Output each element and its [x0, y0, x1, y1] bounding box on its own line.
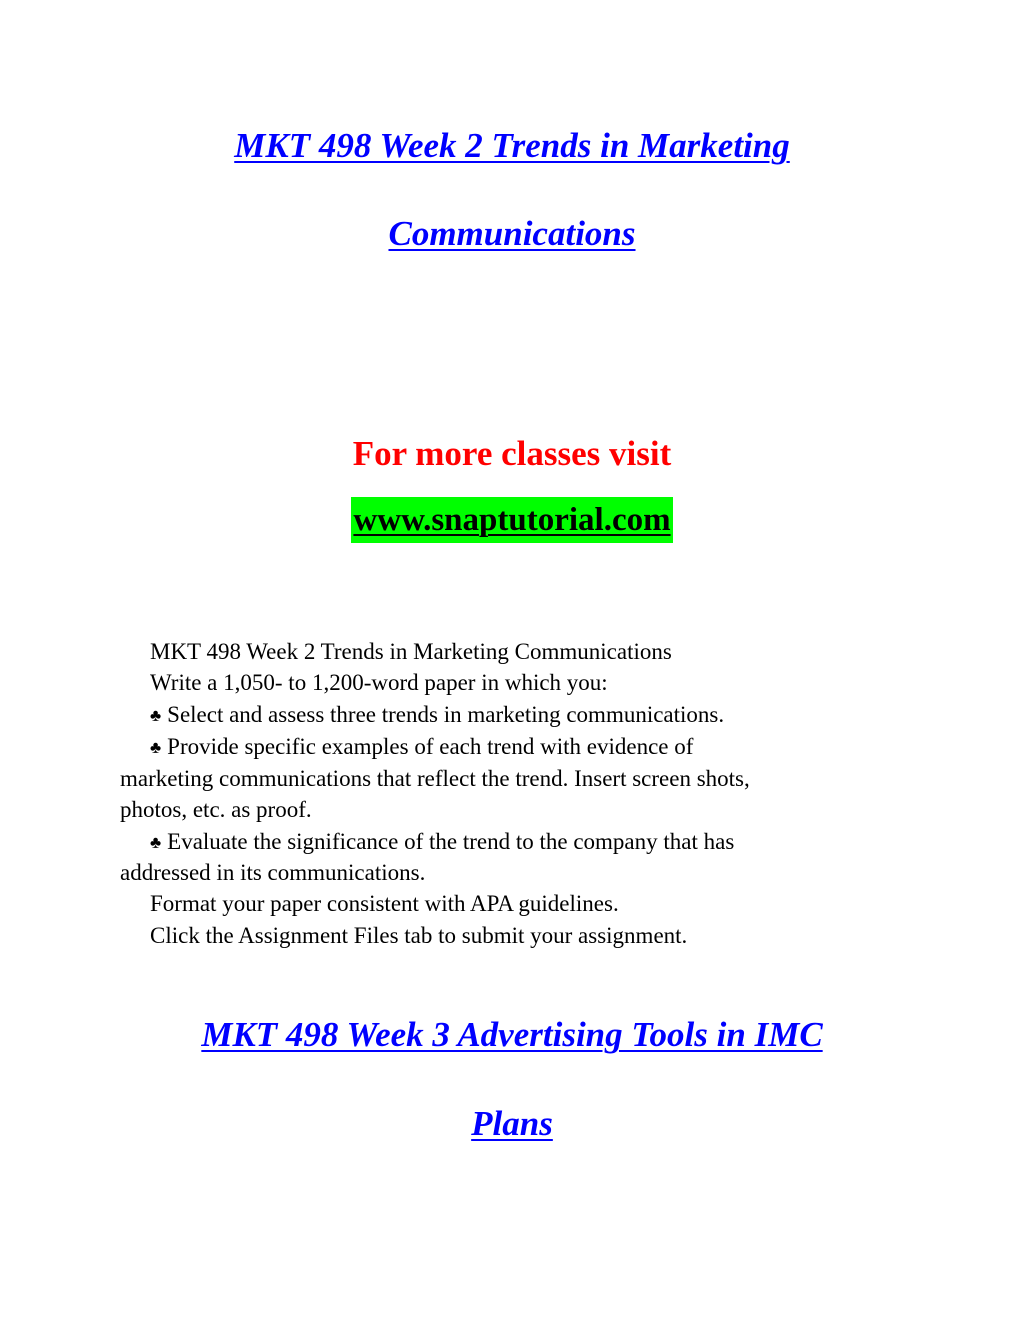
heading-link-week2-line1[interactable]: MKT 498 Week 2 Trends in Marketing	[234, 126, 790, 165]
heading-link-week3-line2[interactable]: Plans	[471, 1104, 553, 1143]
snaptutorial-link[interactable]: www.snaptutorial.com	[351, 497, 672, 543]
club-suit-icon: ♣	[150, 738, 162, 757]
assignment-intro: Write a 1,050- to 1,200-word paper in which you:	[150, 670, 608, 695]
format-instruction: Format your paper consistent with APA guidelines.	[150, 891, 619, 916]
bullet-item-3	[150, 826, 734, 859]
bullet-item-2-cont-2: photos, etc. as proof.	[120, 797, 312, 822]
bullet-item-3-text: Evaluate the significance of the trend to the company that has	[167, 829, 735, 854]
bullet-item-3-cont: addressed in its communications.	[120, 860, 426, 885]
promo-url-wrapper	[0, 497, 1024, 543]
bullet-item-2	[150, 731, 693, 764]
bullet-item-2-text: Provide specific examples of each trend with evidence of	[167, 734, 694, 759]
bullet-item-2-cont-1: marketing communications that reflect the trend. Insert screen shots,	[120, 766, 750, 791]
club-suit-icon: ♣	[150, 706, 162, 725]
bullet-item-1-text: Select and assess three trends in marketing communications.	[167, 702, 725, 727]
heading-link-week3-line1[interactable]: MKT 498 Week 3 Advertising Tools in IMC	[201, 1015, 823, 1054]
promo-text: For more classes visit	[352, 434, 672, 473]
heading-link-week2-line2[interactable]: Communications	[388, 214, 636, 253]
bullet-item-1	[150, 699, 724, 732]
assignment-title: MKT 498 Week 2 Trends in Marketing Communications	[150, 639, 672, 664]
submit-instruction: Click the Assignment Files tab to submit your assignment.	[150, 923, 688, 948]
club-suit-icon: ♣	[150, 833, 162, 852]
